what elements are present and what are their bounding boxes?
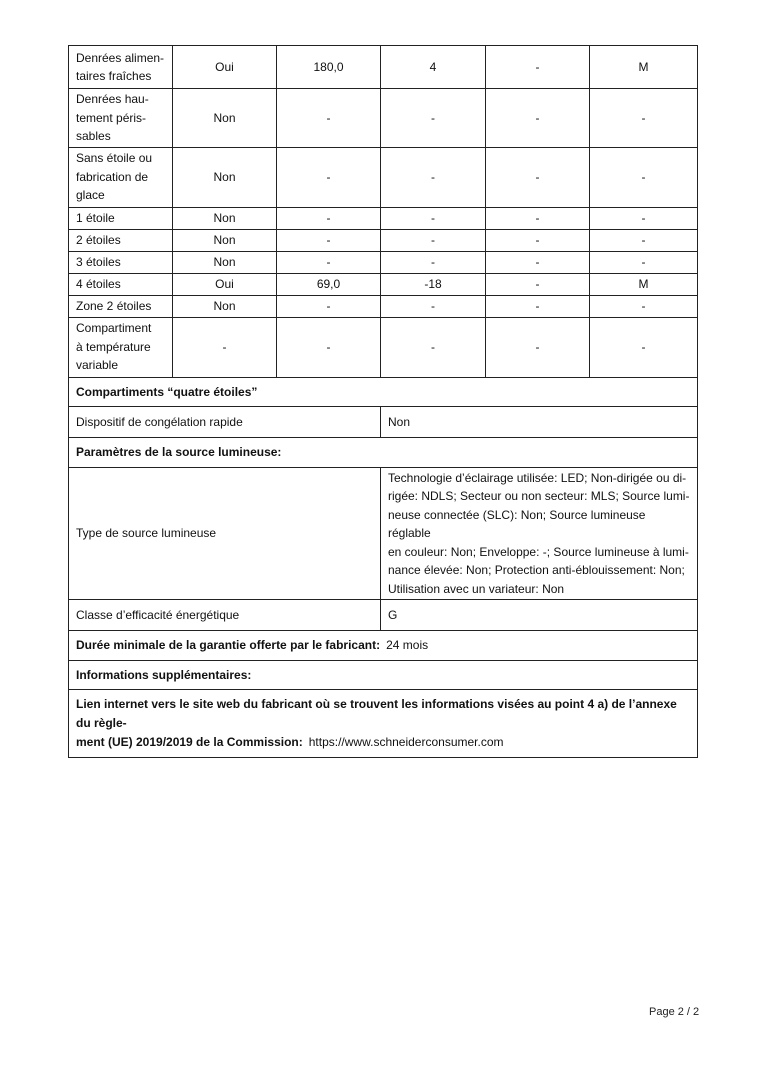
compartment-row <box>69 251 698 273</box>
rapid-freeze-row <box>69 407 698 438</box>
light-source-type-label: Type de source lumineuse <box>69 467 381 600</box>
light-source-heading-row <box>69 438 698 468</box>
compartment-value-col5: - <box>486 317 590 377</box>
rapid-freeze-value: Non <box>381 407 698 438</box>
compartment-value-col3: - <box>277 229 381 251</box>
rapid-freeze-label: Dispositif de congélation rapide <box>69 407 381 438</box>
compartment-value-col5: - <box>486 273 590 295</box>
compartment-value-col6: - <box>590 295 698 317</box>
compartment-value-col3: - <box>277 147 381 207</box>
manufacturer-link-label: Lien internet vers le site web du fabricant où se trouvent les informations visées au point 4 a) de l’annexe du règle- ment (UE) 2019/2019 de la Commission: <box>76 697 677 749</box>
compartment-value-col2: Oui <box>173 46 277 89</box>
compartment-value-col2: Non <box>173 89 277 148</box>
compartment-value-col5: - <box>486 89 590 148</box>
product-info-table <box>68 45 698 758</box>
details-section <box>69 377 698 758</box>
compartment-value-col3: 180,0 <box>277 46 381 89</box>
compartment-value-col4: - <box>381 295 486 317</box>
compartment-row <box>69 207 698 229</box>
compartment-row <box>69 89 698 148</box>
compartment-value-col2: Non <box>173 207 277 229</box>
light-source-type-row <box>69 467 698 600</box>
warranty-row <box>69 631 698 661</box>
compartment-value-col3: - <box>277 295 381 317</box>
compartment-value-col2: Non <box>173 295 277 317</box>
compartment-value-col2: Oui <box>173 273 277 295</box>
energy-class-row <box>69 600 698 631</box>
compartment-value-col6: M <box>590 46 698 89</box>
compartment-value-col5: - <box>486 46 590 89</box>
compartment-value-col3: - <box>277 207 381 229</box>
compartment-rows <box>69 46 698 378</box>
compartment-value-col5: - <box>486 295 590 317</box>
compartment-value-col3: - <box>277 251 381 273</box>
manufacturer-link-url[interactable]: https://www.schneiderconsumer.com <box>308 735 504 749</box>
compartment-value-col6: - <box>590 317 698 377</box>
four-star-heading-row <box>69 377 698 407</box>
energy-class-label: Classe d’efficacité énergétique <box>69 600 381 631</box>
compartment-value-col4: - <box>381 229 486 251</box>
manufacturer-link-cell <box>69 690 698 758</box>
compartment-value-col4: 4 <box>381 46 486 89</box>
light-source-type-value: Technologie d’éclairage utilisée: LED; Non-dirigée ou di- rigée: NDLS; Secteur ou non secteur: MLS; Source lumi- neuse connectée (SLC): Non; Source lumineuse réglable en couleur: Non; Enveloppe: -; Source lumineuse à lumi- nance élevée: Non; Protection anti-éblouissement: Non; Utilisation avec un variateur: Non <box>381 467 698 600</box>
compartment-name: 3 étoiles <box>69 251 173 273</box>
compartment-name: 1 étoile <box>69 207 173 229</box>
compartment-value-col4: -18 <box>381 273 486 295</box>
compartment-value-col5: - <box>486 251 590 273</box>
additional-info-heading: Informations supplémentaires: <box>69 660 698 690</box>
compartment-value-col6: M <box>590 273 698 295</box>
compartment-value-col6: - <box>590 207 698 229</box>
energy-class-value: G <box>381 600 698 631</box>
compartment-name: Denrées hau- tement péris- sables <box>69 89 173 148</box>
compartment-row <box>69 317 698 377</box>
compartment-name: Denrées alimen- taires fraîches <box>69 46 173 89</box>
compartment-name: Compartiment à température variable <box>69 317 173 377</box>
warranty-label: Durée minimale de la garantie offerte par le fabricant: <box>76 638 381 652</box>
compartment-row <box>69 229 698 251</box>
additional-info-row <box>69 660 698 690</box>
compartment-row <box>69 147 698 207</box>
compartment-value-col6: - <box>590 229 698 251</box>
page-number: Page 2 / 2 <box>649 1006 700 1018</box>
compartment-value-col5: - <box>486 229 590 251</box>
compartment-value-col2: Non <box>173 229 277 251</box>
compartment-value-col4: - <box>381 207 486 229</box>
compartment-row <box>69 273 698 295</box>
compartment-value-col2: - <box>173 317 277 377</box>
four-star-heading: Compartiments “quatre étoiles” <box>69 377 698 407</box>
compartment-name: Sans étoile ou fabrication de glace <box>69 147 173 207</box>
compartment-value-col5: - <box>486 147 590 207</box>
compartment-row <box>69 46 698 89</box>
compartment-value-col3: - <box>277 317 381 377</box>
light-source-heading: Paramètres de la source lumineuse: <box>69 438 698 468</box>
warranty-cell <box>69 631 698 661</box>
compartment-value-col3: 69,0 <box>277 273 381 295</box>
compartment-value-col4: - <box>381 89 486 148</box>
compartment-row <box>69 295 698 317</box>
compartment-value-col6: - <box>590 251 698 273</box>
compartment-value-col6: - <box>590 147 698 207</box>
compartment-value-col6: - <box>590 89 698 148</box>
compartment-value-col2: Non <box>173 147 277 207</box>
compartment-value-col3: - <box>277 89 381 148</box>
warranty-value: 24 mois <box>386 638 429 652</box>
compartment-value-col4: - <box>381 317 486 377</box>
compartment-name: Zone 2 étoiles <box>69 295 173 317</box>
compartment-value-col4: - <box>381 147 486 207</box>
compartment-name: 2 étoiles <box>69 229 173 251</box>
compartment-value-col4: - <box>381 251 486 273</box>
manufacturer-link-row <box>69 690 698 758</box>
compartment-name: 4 étoiles <box>69 273 173 295</box>
compartment-value-col2: Non <box>173 251 277 273</box>
compartment-value-col5: - <box>486 207 590 229</box>
